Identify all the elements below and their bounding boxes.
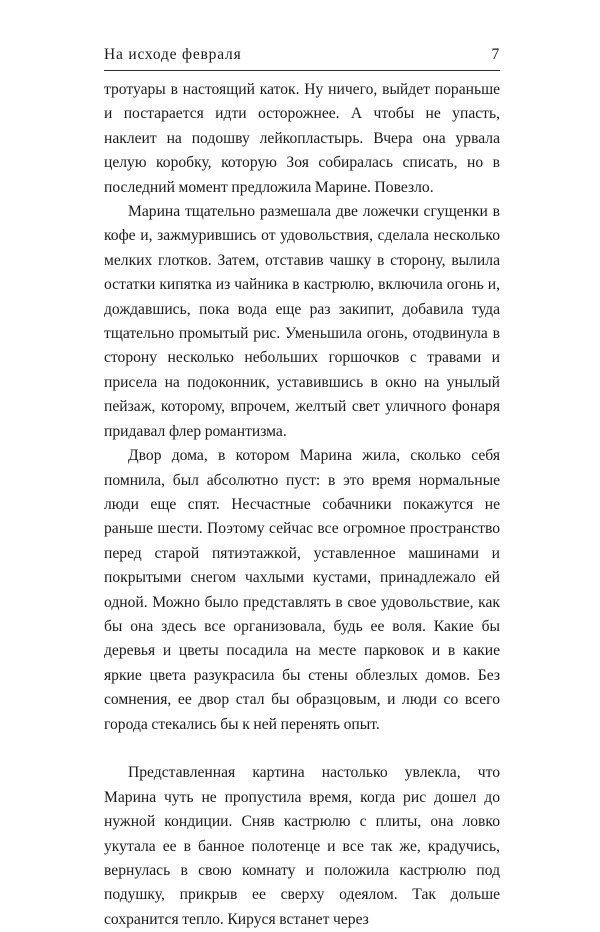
running-title: На исходе февраля	[104, 46, 242, 63]
paragraph: Двор дома, в котором Марина жила, сколько себя помнила, был абсолютно пуст: в это время нормальные люди еще спят. Несчастные собачники покажутся не раньше шести. Поэтому сейчас все огромное пространство перед старой пятиэтажкой, уставленное машинами и покрытыми снегом чахлыми кустами, принадлежало ей одной. Можно было представлять в свое удовольствие, как бы она здесь все организовала, будь ее воля. Какие бы деревья и цветы посадила на месте парковок и в какие яркие цвета разукрасила бы стены облезлых домов. Без сомнения, ее двор стал бы образцовым, и люди со всего города стекались бы к ней перенять опыт.	[104, 447, 500, 733]
header-rule	[104, 70, 500, 71]
body-text	[104, 78, 500, 932]
page-number: 7	[491, 46, 500, 63]
paragraph: Представленная картина настолько увлекла, что Марина чуть не пропустила время, когда рис дошел до нужной кондиции. Сняв кастрюлю с плиты, она ловко укутала ее в банное полотенце и все так же, крадучись, вернулась в свою комнату и положила кастрюлю под подушку, прикрыв ее сверху одеялом. Так дольше сохранится тепло. Кируся встанет через	[104, 764, 500, 928]
paragraph-continuation: тротуары в настоящий каток. Ну ничего, выйдет пораньше и постарается идти осторожнее. А чтобы не упасть, наклеит на подошву лейкопластырь. Вчера она урвала целую коробку, которую Зоя собиралась списать, но в последний момент предложила Марине. Повезло.	[104, 81, 500, 196]
running-head	[104, 44, 500, 70]
paragraph: Марина тщательно размешала две ложечки сгущенки в кофе и, зажмурившись от удовольствия, сделала несколько мелких глотков. Затем, отставив чашку в сторону, вылила остатки кипятка из чайника в кастрюлю, включила огонь и, дождавшись, пока вода еще раз закипит, добавила туда тщательно промытый рис. Уменьшила огонь, отодвинула в сторону несколько небольших горшочков с травами и присела на подоконник, уставившись в окно на унылый пейзаж, которому, впрочем, желтый свет уличного фонаря придавал флер романтизма.	[104, 203, 500, 440]
book-page	[104, 0, 500, 928]
